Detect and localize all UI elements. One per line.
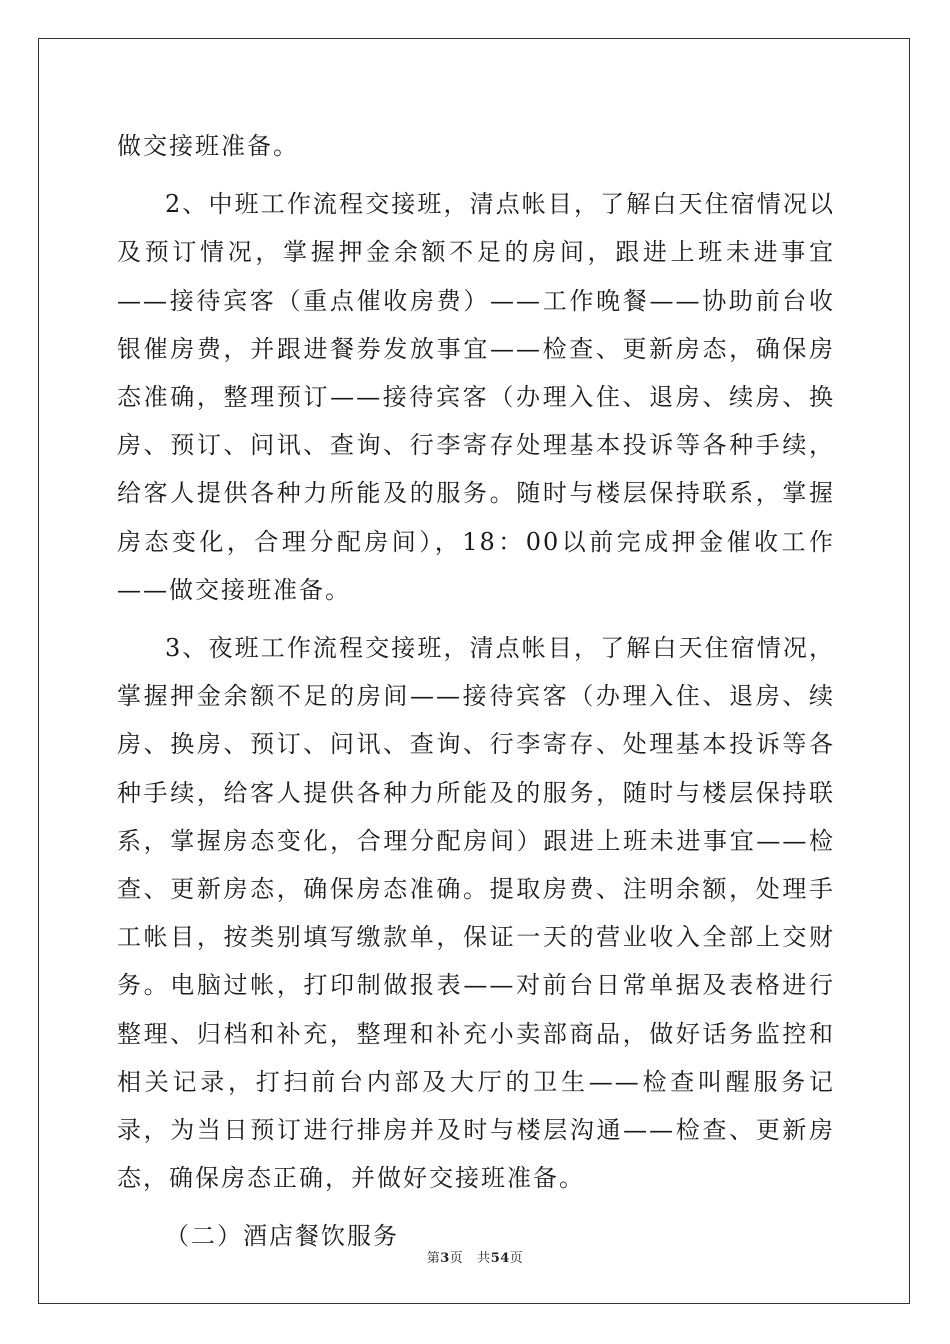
total-pages: 54 xyxy=(490,1251,510,1266)
document-body xyxy=(117,122,835,1261)
paragraph-2: 2、中班工作流程交接班，清点帐目，了解白天住宿情况以及预订情况，掌握押金余额不足的房间，跟进上班未进事宜——接待宾客（重点催收房费）——工作晚餐——协助前台收银催房费，并跟进餐券发放事宜——检查、更新房态，确保房态准确，整理预订——接待宾客（办理入住、退房、续房、换房、预订、问讯、查询、行李寄存处理基本投诉等各种手续，给客人提供各种力所能及的服务。随时与楼层保持联系，掌握房态变化，合理分配房间），18：00以前完成押金催收工作——做交接班准备。 xyxy=(117,190,835,604)
section-heading: （二）酒店餐饮服务 xyxy=(165,1222,399,1251)
total-suffix: 页 xyxy=(509,1251,524,1266)
paragraph-1: 做交接班准备。 xyxy=(117,132,299,160)
page-footer xyxy=(0,1247,950,1266)
page-suffix: 页 xyxy=(449,1251,464,1266)
page-number: 3 xyxy=(440,1251,450,1266)
page-prefix: 第 xyxy=(426,1251,441,1266)
paragraph-3: 3、夜班工作流程交接班，清点帐目，了解白天住宿情况，掌握押金余额不足的房间——接待宾客（办理入住、退房、续房、换房、预订、问讯、查询、行李寄存、处理基本投诉等各种手续，给客人提供各种力所能及的服务，随时与楼层保持联系，掌握房态变化，合理分配房间）跟进上班未进事宜——检查、更新房态，确保房态准确。提取房费、注明余额，处理手工帐目，按类别填写缴款单，保证一天的营业收入全部上交财务。电脑过帐，打印制做报表——对前台日常单据及表格进行整理、归档和补充，整理和补充小卖部商品，做好话务监控和相关记录，打扫前台内部及大厅的卫生——检查叫醒服务记录，为当日预订进行排房并及时与楼层沟通——检查、更新房态，确保房态正确，并做好交接班准备。 xyxy=(117,634,835,1193)
total-prefix: 共 xyxy=(477,1251,491,1266)
